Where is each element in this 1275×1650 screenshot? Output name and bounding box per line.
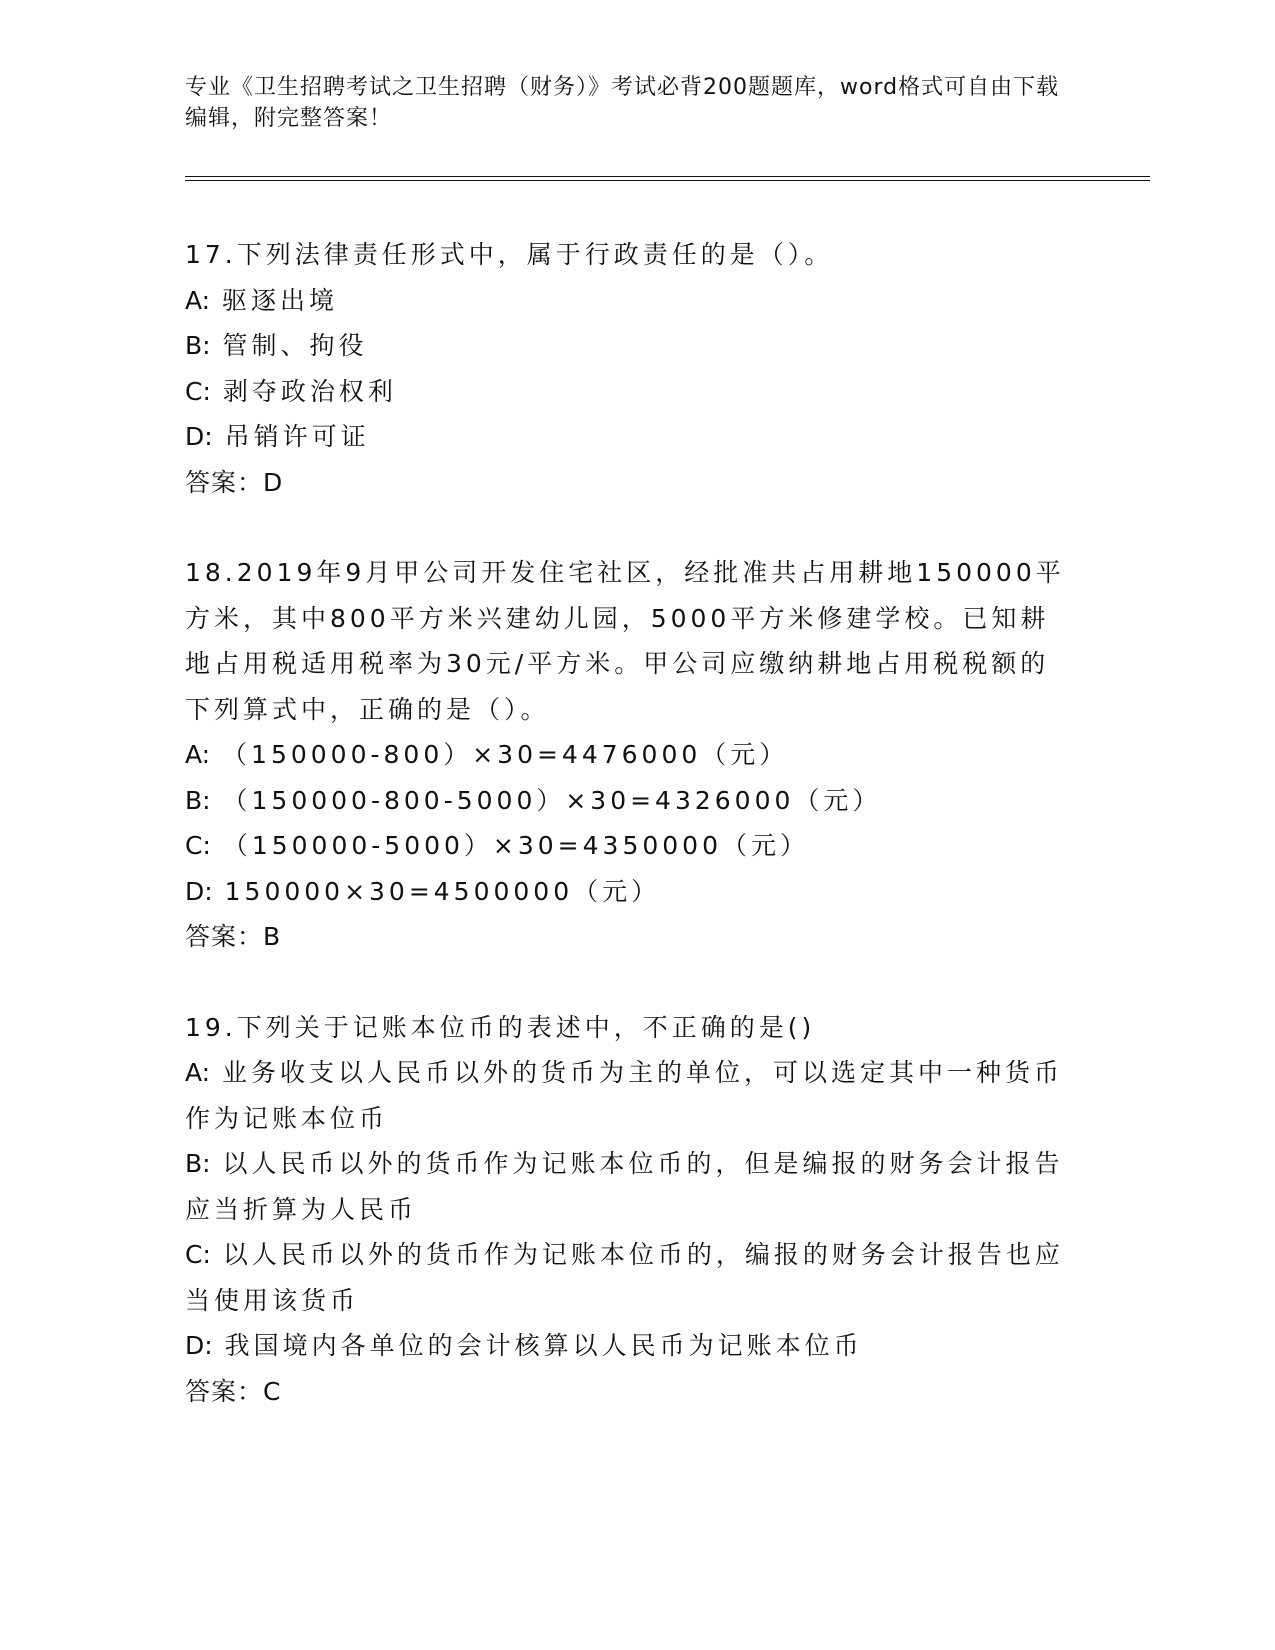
question-17 bbox=[185, 232, 1075, 505]
option-letter: C: bbox=[185, 376, 211, 406]
option-a bbox=[185, 1050, 1075, 1141]
option-letter: D: bbox=[185, 422, 213, 451]
option-c bbox=[185, 369, 1075, 415]
option-a bbox=[185, 278, 1075, 324]
header-divider bbox=[185, 176, 1150, 181]
option-text: 剥夺政治权利 bbox=[222, 376, 397, 406]
option-letter: C: bbox=[185, 1240, 211, 1269]
option-letter: B: bbox=[185, 331, 211, 360]
option-text: 150000×30=4500000（元） bbox=[224, 876, 661, 906]
option-text: 驱逐出境 bbox=[222, 285, 339, 315]
option-b bbox=[185, 1141, 1075, 1232]
option-text: 以人民币以外的货币作为记账本位币的，编报的财务会计报告也应当使用该货币 bbox=[185, 1240, 1064, 1315]
document-header bbox=[185, 72, 1075, 134]
question-stem: 17.下列法律责任形式中，属于行政责任的是（）。 bbox=[185, 240, 834, 269]
option-letter: D: bbox=[185, 876, 213, 906]
option-text: 业务收支以人民币以外的货币为主的单位，可以选定其中一种货币作为记账本位币 bbox=[185, 1058, 1064, 1133]
option-letter: C: bbox=[185, 831, 211, 860]
answer-text: 答案：B bbox=[185, 922, 282, 951]
question-18 bbox=[185, 550, 1075, 960]
option-b bbox=[185, 778, 1075, 824]
option-c bbox=[185, 823, 1075, 869]
option-text: （150000-800-5000）×30=4326000（元） bbox=[222, 785, 882, 815]
question-stem: 18.2019年9月甲公司开发住宅社区，经批准共占用耕地150000平方米，其中800平方米兴建幼儿园，5000平方米修建学校。已知耕地占用税适用税率为30元/平方米。甲公司应缴纳耕地占用税税额的下列算式中，正确的是（）。 bbox=[185, 558, 1065, 724]
option-letter: A: bbox=[185, 285, 211, 315]
option-a bbox=[185, 732, 1075, 778]
option-d bbox=[185, 414, 1075, 460]
option-text: （150000-800）×30=4476000（元） bbox=[222, 740, 789, 769]
option-c bbox=[185, 1232, 1075, 1323]
question-list bbox=[185, 232, 1075, 1459]
header-text: 专业《卫生招聘考试之卫生招聘（财务）》考试必背200题题库，word格式可自由下载编辑，附完整答案！ bbox=[185, 75, 1060, 131]
option-text: 吊销许可证 bbox=[224, 422, 370, 451]
option-letter: B: bbox=[185, 1149, 211, 1178]
option-d bbox=[185, 869, 1075, 915]
option-letter: A: bbox=[185, 740, 211, 769]
option-text: 以人民币以外的货币作为记账本位币的，但是编报的财务会计报告应当折算为人民币 bbox=[185, 1149, 1064, 1224]
option-text: 我国境内各单位的会计核算以人民币为记账本位币 bbox=[224, 1331, 863, 1360]
option-d bbox=[185, 1323, 1075, 1369]
option-letter: B: bbox=[185, 785, 211, 815]
option-b bbox=[185, 323, 1075, 369]
option-letter: D: bbox=[185, 1331, 213, 1360]
option-text: （150000-5000）×30=4350000（元） bbox=[222, 831, 809, 860]
question-19 bbox=[185, 1005, 1075, 1415]
option-text: 管制、拘役 bbox=[222, 331, 368, 360]
answer-text: 答案：C bbox=[185, 1376, 282, 1406]
option-letter: A: bbox=[185, 1058, 211, 1087]
answer-text: 答案：D bbox=[185, 467, 284, 497]
question-stem: 19.下列关于记账本位币的表述中，不正确的是() bbox=[185, 1012, 816, 1042]
